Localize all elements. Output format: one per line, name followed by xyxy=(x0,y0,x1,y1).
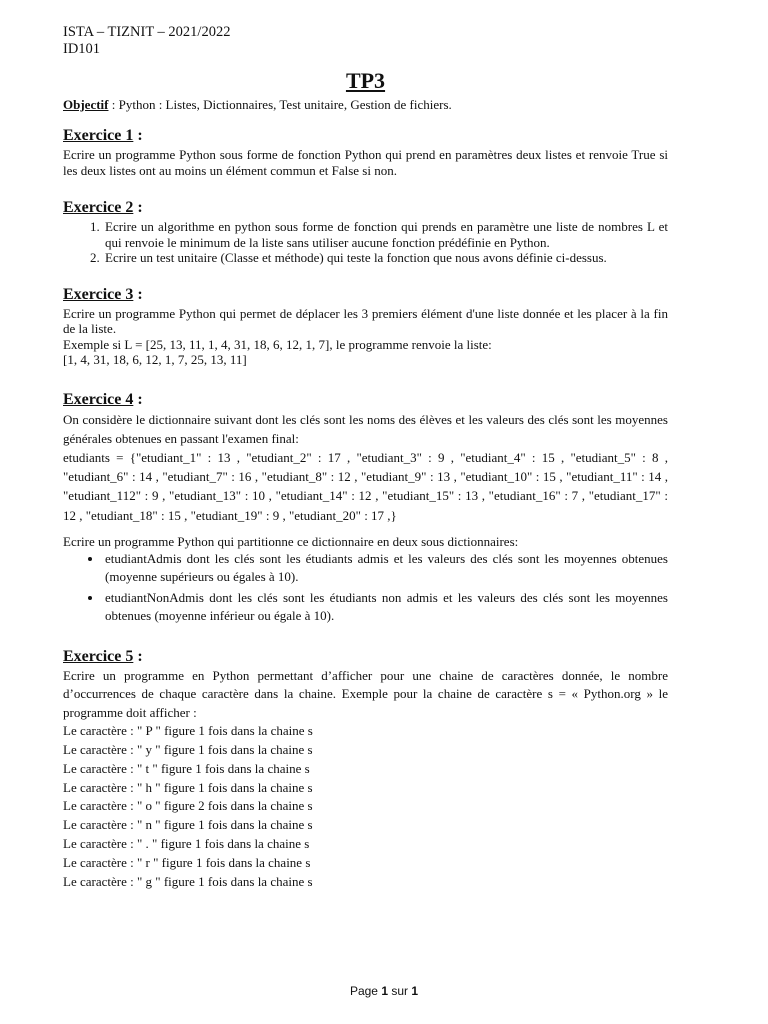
exercise-5-intro: Ecrire un programme en Python permettant d’afficher pour une chaine de caractères donnée, le nombre d’occurrences de chaque caractère dans la chaine. Exemple pour la chaine de caractère s = « Python.org » le programme doit afficher : xyxy=(63,667,668,720)
output-line: Le caractère : " n " figure 1 fois dans la chaine s xyxy=(63,817,313,833)
page-title: TP3 xyxy=(345,68,386,93)
exercise-1-text: Ecrire un programme Python sous forme de fonction Python qui prend en paramètres deux listes et renvoie True si les deux listes ont au moins un élément commun et False si non. xyxy=(63,147,668,178)
output-line: Le caractère : " g " figure 1 fois dans la chaine s xyxy=(63,873,313,889)
exercise-4-bullet-1: • etudiantAdmis dont les clés sont les étudiants admis et les valeurs des clés sont les moyennes obtenues (moyenne supérieurs ou égales à 10). xyxy=(103,550,668,587)
exercise-4-task: Ecrire un programme Python qui partitionne ce dictionnaire en deux sous dictionnaires: xyxy=(63,533,519,549)
footer-separator: sur xyxy=(388,984,412,998)
footer-page-label: Page xyxy=(349,984,382,998)
exercise-2-item-2: 2. Ecrire un test unitaire (Classe et méthode) qui teste la fonction que nous avons définie ci-dessus. xyxy=(103,250,668,266)
document-page xyxy=(63,24,668,891)
output-line: Le caractère : " t " figure 1 fois dans la chaine s xyxy=(63,760,310,776)
footer-page-total: 1 xyxy=(411,984,419,998)
page-footer xyxy=(0,984,768,998)
output-line: Le caractère : " r " figure 1 fois dans la chaine s xyxy=(63,854,311,870)
exercise-4-intro: On considère le dictionnaire suivant dont les clés sont les noms des élèves et les valeurs des clés sont les moyennes générales obtenues en passant l'examen final: xyxy=(63,411,668,446)
exercise-3-title: Exercice 3 : xyxy=(63,285,143,303)
exercise-3-line-1: Ecrire un programme Python qui permet de déplacer les 3 premiers élément d'une liste donnée et les placer à la fin de la liste. xyxy=(63,305,668,336)
exercise-2-title: Exercice 2 : xyxy=(63,199,143,216)
exercise-4-dict: etudiants = {"etudiant_1" : 13 , "etudiant_2" : 17 , "etudiant_3" : 9 , "etudiant_4" : 15 , "etudiant_5" : 8 , "etudiant_6" : 14 , "etudiant_7" : 16 , "etudiant_8" : 12 , "etudiant_9" : 13 , "etudiant_10" : 15 , "etudiant_11" : 14 , "etudiant_112" : 9 , "etudiant_13" : 10 , "etudiant_14" : 12 , "etudiant_15" : 13 , "etudiant_16" : 7 , "etudiant_17" : 12 , "etudiant_18" : 15 , "etudiant_19" : 9 , "etudiant_20" : 17 ,} xyxy=(63,449,668,523)
exercise-2-list xyxy=(63,219,668,266)
exercise-5-output xyxy=(63,722,668,891)
exercise-5-title: Exercice 5 : xyxy=(63,647,143,665)
exercise-3-line-3: [1, 4, 31, 18, 6, 12, 1, 7, 25, 13, 11] xyxy=(63,352,247,367)
objectif-text: : Python : Listes, Dictionnaires, Test unitaire, Gestion de fichiers. xyxy=(108,97,452,112)
objectif xyxy=(63,96,668,113)
footer-page-number: 1 xyxy=(381,984,388,998)
output-line: Le caractère : " h " figure 1 fois dans la chaine s xyxy=(63,779,313,795)
header-line-2: ID101 xyxy=(63,41,101,57)
output-line: Le caractère : " y " figure 1 fois dans la chaine s xyxy=(63,742,313,758)
exercise-4-bullets xyxy=(63,550,668,626)
output-line: Le caractère : " P " figure 1 fois dans la chaine s xyxy=(63,723,313,739)
output-line: Le caractère : " . " figure 1 fois dans la chaine s xyxy=(63,836,310,851)
exercise-3-line-2: Exemple si L = [25, 13, 11, 1, 4, 31, 18, 6, 12, 1, 7], le programme renvoie la liste: xyxy=(63,336,492,352)
exercise-2-item-1: 1. Ecrire un algorithme en python sous forme de fonction qui prends en paramètre une liste de nombres L et qui renvoie le minimum de la liste sans utiliser aucune fonction prédéfinie en Python. xyxy=(103,219,668,250)
exercise-4-title: Exercice 4 : xyxy=(63,390,143,408)
header-line-1: ISTA – TIZNIT – 2021/2022 xyxy=(63,24,231,40)
exercise-4-bullet-2: • etudiantNonAdmis dont les clés sont les étudiants non admis et les valeurs des clés sont les moyennes obtenues (moyenne inférieur ou égale à 10). xyxy=(103,589,668,626)
output-line: Le caractère : " o " figure 2 fois dans la chaine s xyxy=(63,798,313,814)
objectif-label: Objectif xyxy=(63,97,109,112)
exercise-1-title: Exercice 1 : xyxy=(63,127,143,144)
